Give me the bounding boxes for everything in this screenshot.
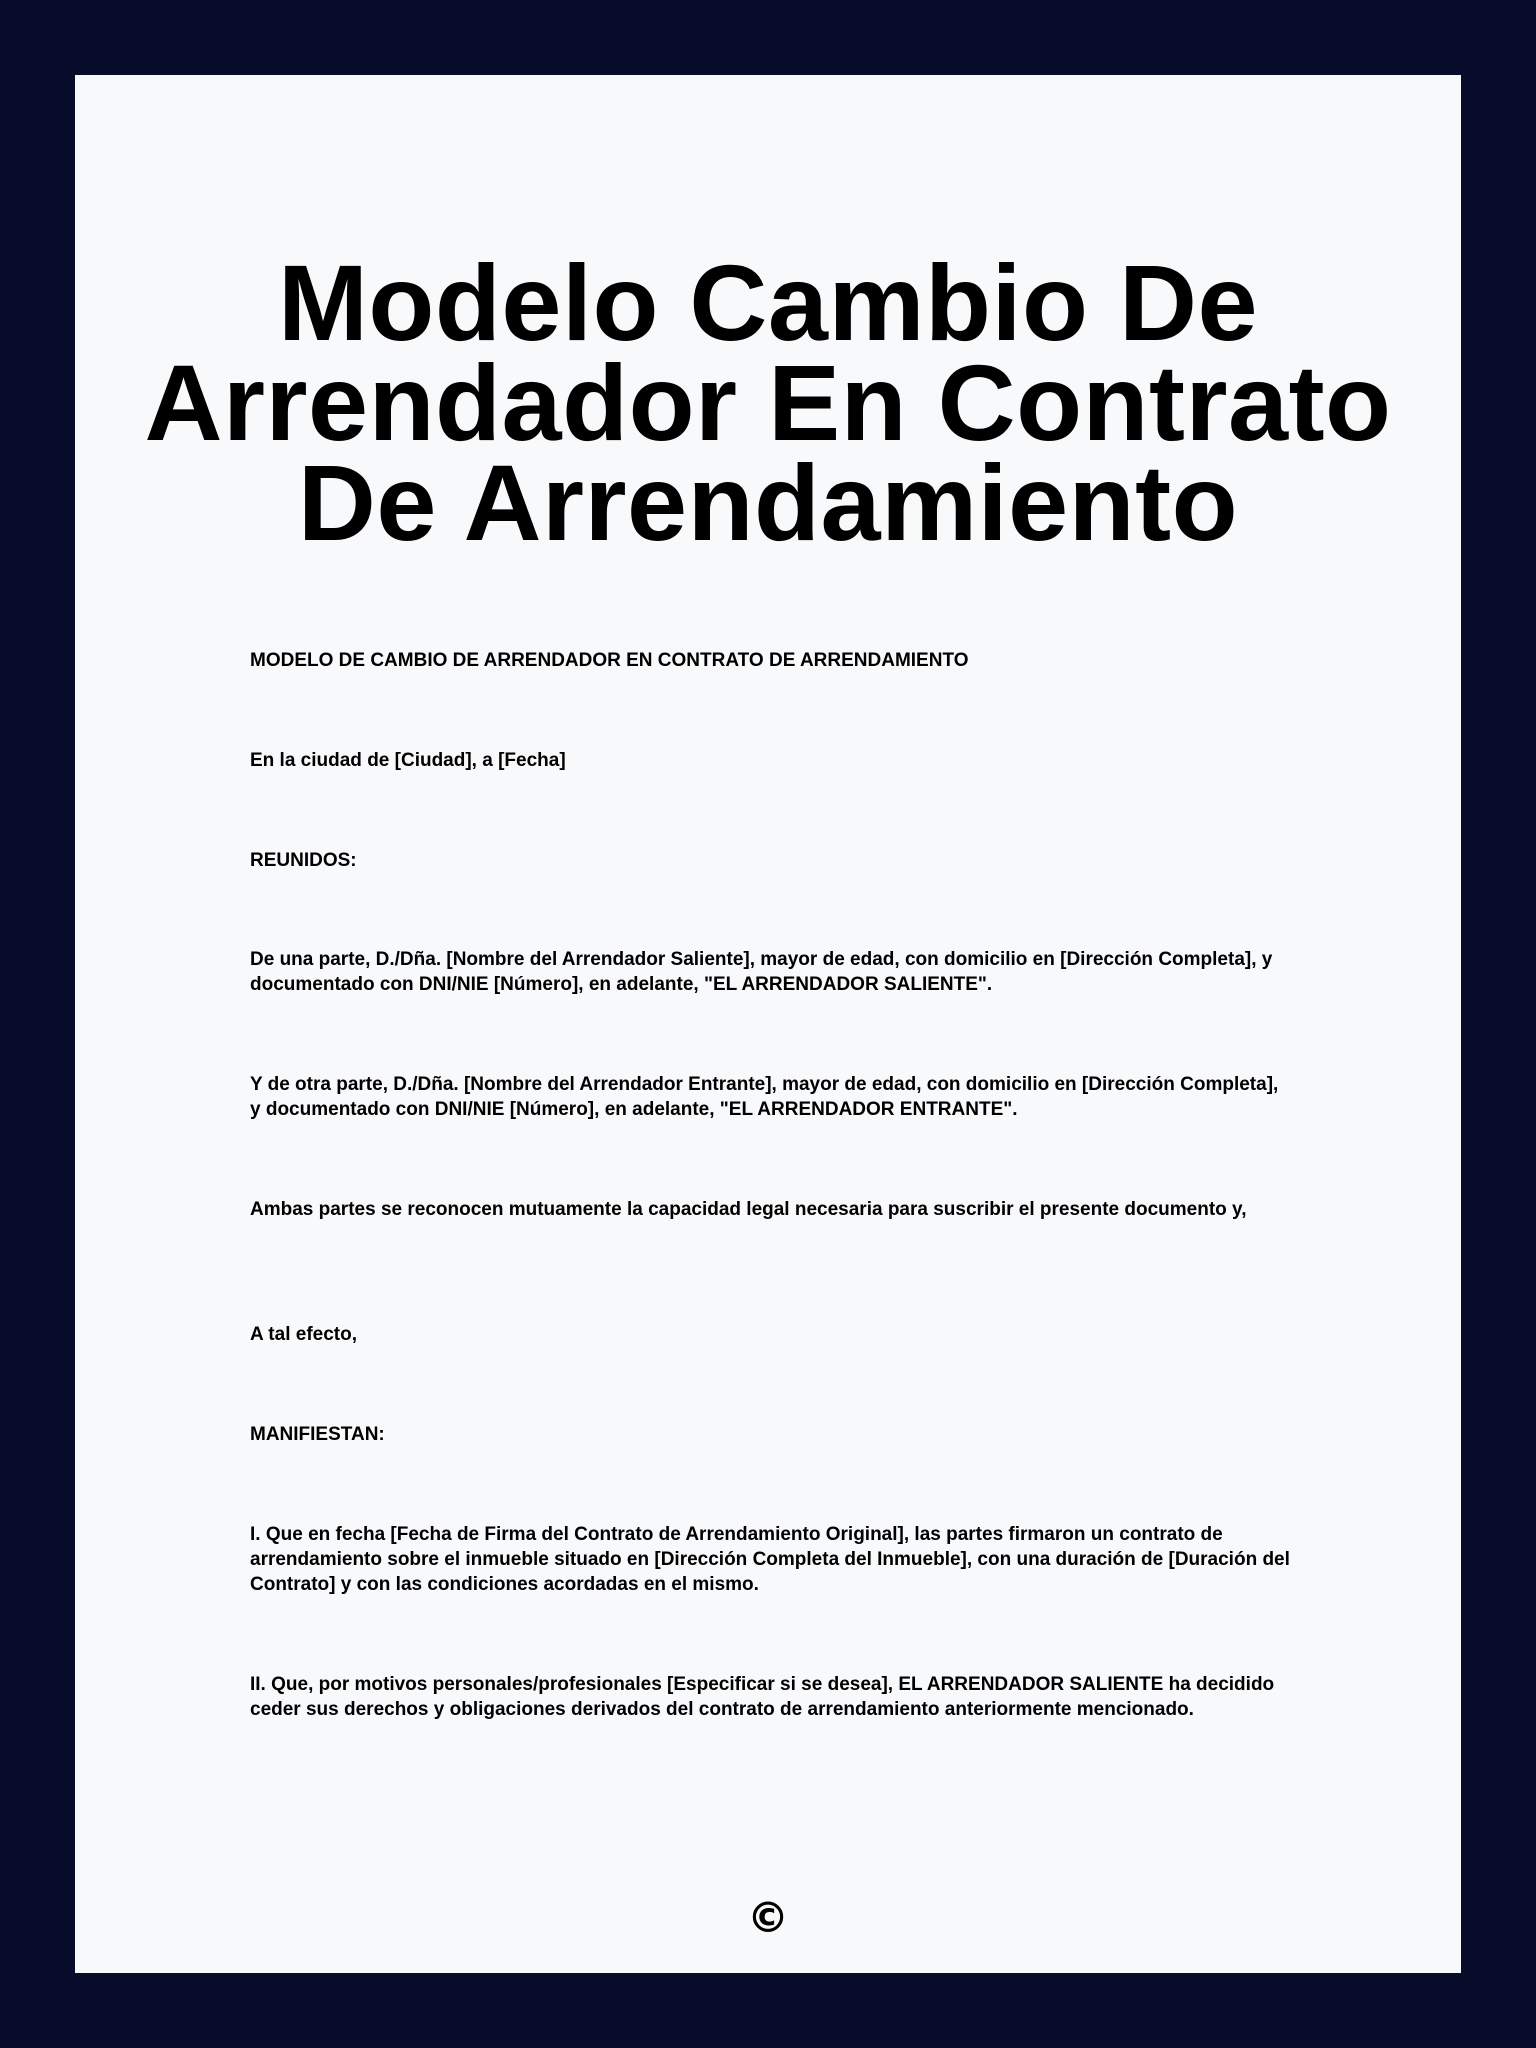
paragraph-heading: MODELO DE CAMBIO DE ARRENDADOR EN CONTRATO DE ARRENDAMIENTO (250, 650, 969, 671)
paragraph-arrendador-entrante: Y de otra parte, D./Dña. [Nombre del Arrendador Entrante], mayor de edad, con domicilio en [Dirección Completa], y documentado con DNI/NIE [Número], en adelante, "EL ARRENDADOR ENTRANTE". (250, 1074, 1279, 1120)
paragraph-arrendador-saliente: De una parte, D./Dña. [Nombre del Arrendador Saliente], mayor de edad, con domicilio en [Dirección Completa], y documentado con DNI/NIE [Número], en adelante, "EL ARRENDADOR SALIENTE". (250, 949, 1273, 995)
paragraph-manifiestan: MANIFIESTAN: (250, 1424, 385, 1445)
paragraph-place-date: En la ciudad de [Ciudad], a [Fecha] (250, 750, 566, 771)
paragraph-reunidos: REUNIDOS: (250, 850, 357, 871)
copyright-icon: © (747, 1893, 789, 1942)
paragraph-clause-2: II. Que, por motivos personales/profesionales [Especificar si se desea], EL ARRENDADOR SALIENTE ha decidido ceder sus derechos y obligaciones derivados del contrato de arrendamiento anteriormente mencionado. (250, 1674, 1275, 1720)
paragraph-capacidad: Ambas partes se reconocen mutuamente la capacidad legal necesaria para suscribir el presente documento y, (250, 1199, 1247, 1220)
paragraph-clause-1: I. Que en fecha [Fecha de Firma del Contrato de Arrendamiento Original], las partes firmaron un contrato de arrendamiento sobre el inmueble situado en [Dirección Completa del Inmueble], con una duración de [Duración del Contrato] y con las condiciones acordadas en el mismo. (250, 1524, 1290, 1595)
document-page (75, 75, 1461, 1973)
paragraph-efecto: A tal efecto, (250, 1324, 357, 1345)
document-title: Modelo Cambio De Arrendador En Contrato De Arrendamiento (144, 242, 1392, 563)
